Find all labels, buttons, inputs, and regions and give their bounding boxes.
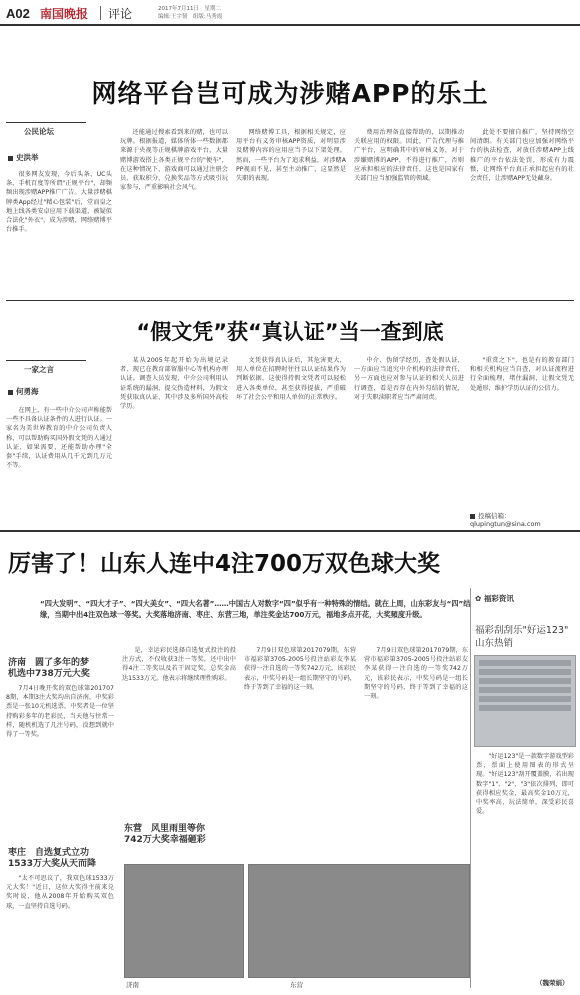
- ad-logo: [475, 593, 514, 604]
- article2-author: 何勇海: [16, 387, 39, 396]
- header-date: 2017年7月11日 星期二: [158, 6, 221, 12]
- article3-col1: 7月4日晚开奖的双色球第2017078期，本期3注大奖均出自济南，中奖彩票是一张10元机选票，中奖者是一位坚持购彩多年的老彩民，当天他与往常一样，随机机选了几注号码，没想到就中得了一等奖。: [6, 685, 114, 739]
- article3-col4: "好运123"是一款数字游戏型彩票，票面上使用图表的形式呈现。"好运123"刮开覆盖膜，若出现数字"1"、"2"、"3"依次排列，即可获得相应奖金，最高奖金10万元，中奖率高，玩法简单，深受彩民喜爱。: [476, 753, 574, 816]
- article1-col5: 此处不要擅自推广，坚持网络空间清朗。有关部门也应加强对网络平台的执法检查，对放任涉赌APP上线推广的平台依法处罚，形成有力震慑，让网络平台真正承担起应有的社会责任，让涉赌APP无处藏身。: [470, 129, 574, 183]
- dongying-winner-photo: [248, 864, 470, 978]
- author-marker-icon: [8, 390, 13, 395]
- article2-col4: 中介、伪留学经历，查处假认证，一方面应当追究中介机构的法律责任，另一方面也应对参与认证的相关人员进行调查，看是否存在内外勾结的情况，对于失职渎职者应当严肃问责。: [354, 357, 464, 401]
- article3-sub2: 枣庄 自选复式立功 1533万大奖从天而降: [8, 848, 97, 869]
- article1-column-label: 公民论坛: [24, 127, 54, 136]
- jinan-winner-photo: [124, 864, 244, 978]
- ad-title: 福彩刮刮乐"好运123" 山东热销: [475, 625, 569, 649]
- article2-title: “假文凭”获“真认证”当一查到底: [136, 320, 444, 344]
- article3-col1b: "太不可思议了，我双色球1533万元大奖！"近日，这位大奖得主前来兑奖时说，他从2008年开始购买双色球，一直坚持自选号码。: [6, 875, 114, 910]
- article1-col2: 还能通过搜索看到来的赌，也可以玩牌。根据报道，媒体所体一些数据都来源于央视等正规棋牌游戏平台，大量赌博游戏搭上各类正规平台的"便车"，在这种情况下，游戏商可以通过注册会员、获取积分、兑换奖品等方式吸引玩家参与，严重影响社会风气。: [120, 129, 228, 192]
- article-divider-2: [0, 530, 580, 532]
- article2-col2: 某从2005年起开始为出境记录者、现已在教育部留服中心等机构办理认证。调查人员发现，中介公司利用认证系统的漏洞，提交伪造材料，为假文凭获取真认证，其中涉及多所国外高校学历。: [120, 357, 228, 411]
- ad-divider: [470, 588, 471, 988]
- article3-col3: 7月9日双色球第2017079期，东营市福彩第3705-2005号投注站彩友李某获得一注自选的一等奖742万元，该彩民表示，中奖号码是一组长期坚守的号码，终于等到了幸福的这一刻。: [244, 647, 356, 691]
- article2-col5: "重赏之下"，也是有的教育部门和相关机构应当自查，对认证流程进行全面梳理，堵住漏洞，让假文凭无处遁形，维护学历认证的公信力。: [470, 357, 574, 392]
- article1-author: 史洪举: [16, 153, 39, 162]
- article1-title: 网络平台岂可成为涉赌APP的乐土: [91, 79, 489, 108]
- page-number: A02: [6, 6, 30, 21]
- article1-author-line: [8, 152, 39, 163]
- mail-icon: [470, 514, 475, 519]
- article1-col3: 网络赌博工具，根据相关规定，应用平台有义务审核APP资质，对明显涉及赌博内容的应用应当予以下架处理。然而，一些平台为了追求利益，对涉赌APP视而不见，甚至主动推广，这显然是失职的表现。: [236, 129, 346, 183]
- ad-logo-text: 福彩资讯: [483, 594, 514, 603]
- article2-email-line: [470, 511, 580, 528]
- article3-col2: 是，幸运彩民选择自选复式投注的投注方式，不仅收获3注一等奖，还中出中得4注二等奖以及若干固定奖，总奖金高达1533万元。他表示将继续理性购彩。: [122, 647, 236, 682]
- author-marker-icon: [8, 156, 13, 161]
- article2-col3: 文凭获得真认证后，其危害更大，用人单位在招聘时往往以认证结果作为判断依据，这使得持假文凭者可以轻松进入各类单位，甚至获得提拔，严重破坏了社会公平和用人单位的正常秩序。: [236, 357, 346, 401]
- photo-caption-jinan: 济南: [126, 981, 139, 989]
- header-editor: 编辑:王宇韧 组版:马秀霞: [158, 14, 223, 20]
- header-meta: [158, 5, 222, 21]
- article3-title: 厉害了！山东人连中4注700万双色球大奖: [8, 551, 441, 577]
- article1-col4: 费用治理备直接帮助的，以期推动关联应用的权限。因此，广告代理与推广平台，应明确其中的审核义务，对于涉嫌赌博的APP，不得进行推广，否则应承担相应的法律责任，这也是国家有关部门应当加强监管的领域。: [354, 129, 464, 183]
- article3-sub3: 东营 风里雨里等你 742万大奖幸福砸彩: [124, 824, 206, 845]
- article2-label-rule: [6, 360, 86, 361]
- article3-col3b: 7月9日双色球第2017079期，东营市福彩第3705-2005号投注站彩友李某获得一注自选的一等奖742万元，该彩民表示，中奖号码是一组长期坚守的号码，终于等到了幸福的这一刻。: [364, 647, 468, 701]
- article2-column-label: 一家之言: [24, 365, 54, 374]
- article2-author-line: [8, 386, 39, 397]
- article2-col1: 在网上，有一些中介公司声称能帮一些不具备认证条件的人进行认证。一家名为美世界教育的中介公司负责人称，可以帮助购买国外假文凭的人通过认证，如果需要，还能帮助办理"全套"手续，认证费用从几千元到几万元不等。: [6, 407, 112, 470]
- scratch-ticket-image: [474, 655, 576, 747]
- article-divider-1: [6, 300, 574, 301]
- article2-email: 投稿信箱：qlupingtun@sina.com: [470, 512, 541, 528]
- article1-col1: 很多网友发现，今后头条、UC头条、手机百度等所谓"正规平台"，却频频出现涉赌APP推广广告。大量涉赌棋牌类App经过"精心包装"后，堂而皇之地上线各类安卓应用下载渠道，被疑似合法化"外衣"，成为涉赌、网络赌博平台推手。: [6, 171, 112, 234]
- header-rule: [0, 24, 580, 26]
- article3-subhead: “四大发明”、“四大才子”、“四大美女”、“四大名著”……中国古人对数字“四”似乎有一种特殊的情结。就在上周，山东彩友与“四”结缘，当期中出4注双色球一等奖。大奖落地济南、枣庄、东营三地，单注奖金达700万元，福地多点开花，大奖頻度升级。: [40, 599, 471, 619]
- newspaper-logo: 南国晚报: [40, 7, 89, 21]
- header-separator: [100, 6, 101, 20]
- lottery-logo-icon: ✿: [475, 594, 484, 603]
- article3-sub1: 济南 圆了多年的梦 机选中738万元大奖: [8, 658, 90, 679]
- section-name: 评论: [108, 7, 133, 21]
- photo-caption-dongying: 东营: [290, 981, 303, 989]
- article1-label-rule: [6, 122, 86, 123]
- article3-author-end: （魏荣娟）: [536, 979, 569, 987]
